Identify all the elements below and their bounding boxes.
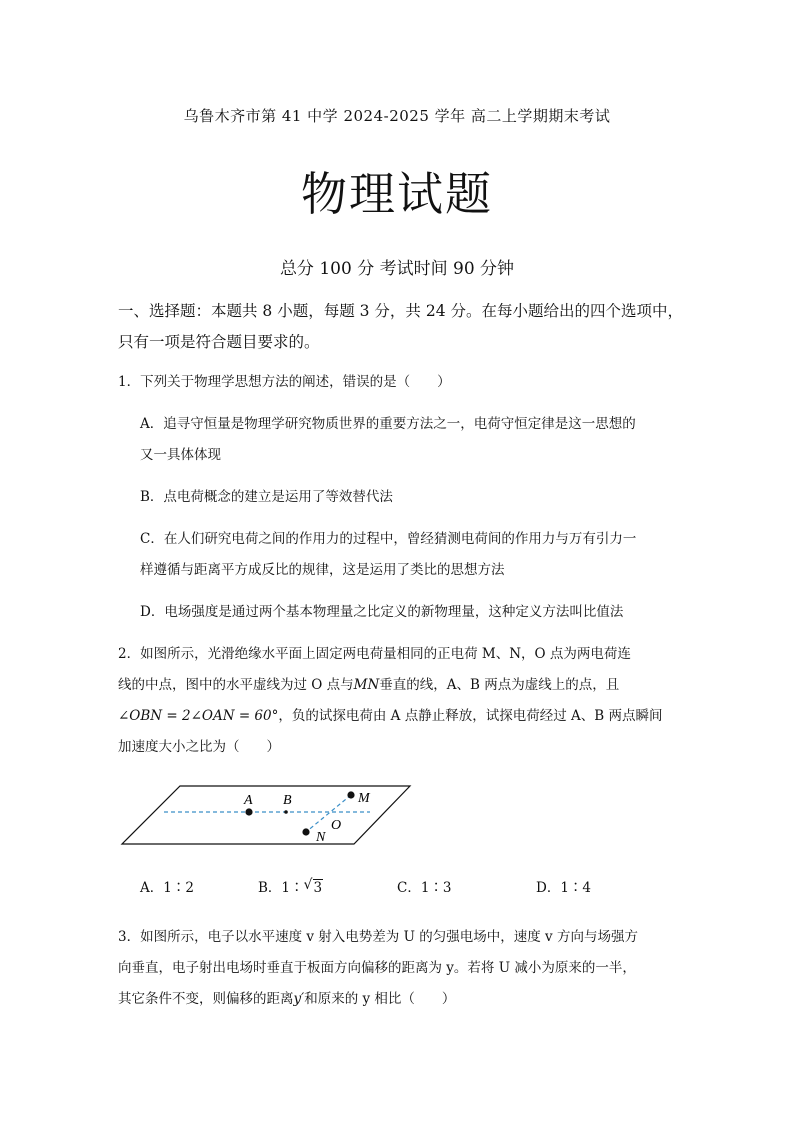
q3-line-1: 3．如图所示，电子以水平速度 v 射入电势差为 U 的匀强电场中，速度 v 方向与场强方 <box>118 929 638 945</box>
q2-line-4: 加速度大小之比为（ ） <box>118 739 280 755</box>
q3-y-prime: y′ <box>293 991 305 1007</box>
exam-header: 乌鲁木齐市第 41 中学 2024-2025 学年 高二上学期期末考试 <box>183 107 611 125</box>
score-line: 总分 100 分 考试时间 90 分钟 <box>279 259 515 279</box>
option-a-line-2: 又一具体体现 <box>140 447 221 463</box>
q2-line-2 <box>118 670 686 701</box>
q3-line-3a: 其它条件不变，则偏移的距离 <box>118 991 294 1007</box>
q3-line-2: 向垂直，电子射出电场时垂直于板面方向偏移的距离为 y。若将 U 减小为原来的一半， <box>118 960 636 976</box>
section-line-1: 一、选择题：本题共 8 小题，每题 3 分，共 24 分。在每小题给出的四个选项中， <box>118 302 684 320</box>
q2-line-2a: 线的中点，图中的水平虚线为过 O 点与 <box>118 677 354 693</box>
label-o: O <box>331 818 342 833</box>
question-1-option-d: D．电场强度是通过两个基本物理量之比定义的新物理量，这种定义方法叫比值法 <box>140 604 624 620</box>
option-c-line-1: C．在人们研究电荷之间的作用力的过程中，曾经猜测电荷间的作用力与万有引力一 <box>140 531 637 547</box>
q2-angle-formula: ∠OBN = 2∠OAN = 60° <box>118 708 279 724</box>
q2-line-1: 2．如图所示，光滑绝缘水平面上固定两电荷量相同的正电荷 M、N，O 点为两电荷连 <box>118 646 631 662</box>
sqrt-expression <box>303 877 324 896</box>
q2-choice-c: C．1∶3 <box>397 880 452 896</box>
q2-line-3 <box>118 701 686 732</box>
charge-n <box>302 828 309 835</box>
q3-line-3b: 和原来的 y 相比（ ） <box>304 991 456 1007</box>
point-a <box>245 808 252 815</box>
q2-line-2b: 垂直的线，A、B 两点为虚线上的点，且 <box>379 677 620 693</box>
section-line-2: 只有一项是符合题目要求的。 <box>118 333 320 351</box>
question-3-stem <box>118 922 686 1015</box>
section-instructions <box>118 296 684 358</box>
q2-choice-d: D．1∶4 <box>536 880 592 896</box>
q2-choice-b-prefix: B．1∶ <box>258 880 304 896</box>
label-a: A <box>244 793 253 808</box>
point-b <box>284 810 288 814</box>
charge-plane-figure <box>118 780 414 850</box>
option-a-line-1: A．追寻守恒量是物理学研究物质世界的重要方法之一，电荷守恒定律是这一思想的 <box>140 416 636 432</box>
question-1-option-a <box>140 409 688 471</box>
question-2-choices <box>140 876 700 900</box>
question-1-option-c <box>140 524 688 586</box>
label-b: B <box>283 793 292 808</box>
q2-choice-b <box>258 876 323 896</box>
charge-m <box>347 791 354 798</box>
page-title: 物理试题 <box>301 167 493 221</box>
question-1-stem: 1．下列关于物理学思想方法的阐述，错误的是（ ） <box>118 374 451 390</box>
label-n: N <box>316 830 326 845</box>
q3-line-3 <box>118 984 686 1015</box>
sqrt-radicand: 3 <box>313 880 323 896</box>
option-c-line-2: 样遵循与距离平方成反比的规律，这是运用了类比的思想方法 <box>140 562 505 578</box>
q2-line-3b: ，负的试探电荷由 A 点静止释放，试探电荷经过 A、B 两点瞬间 <box>278 708 663 724</box>
label-m: M <box>358 791 370 806</box>
q2-mn: MN <box>353 677 380 693</box>
question-1-option-b: B．点电荷概念的建立是运用了等效替代法 <box>140 489 393 505</box>
q2-choice-a: A．1∶2 <box>140 880 194 896</box>
mn-dashed-line <box>306 795 351 832</box>
question-2-stem <box>118 639 686 763</box>
sqrt-sign-icon: √ <box>303 877 313 893</box>
